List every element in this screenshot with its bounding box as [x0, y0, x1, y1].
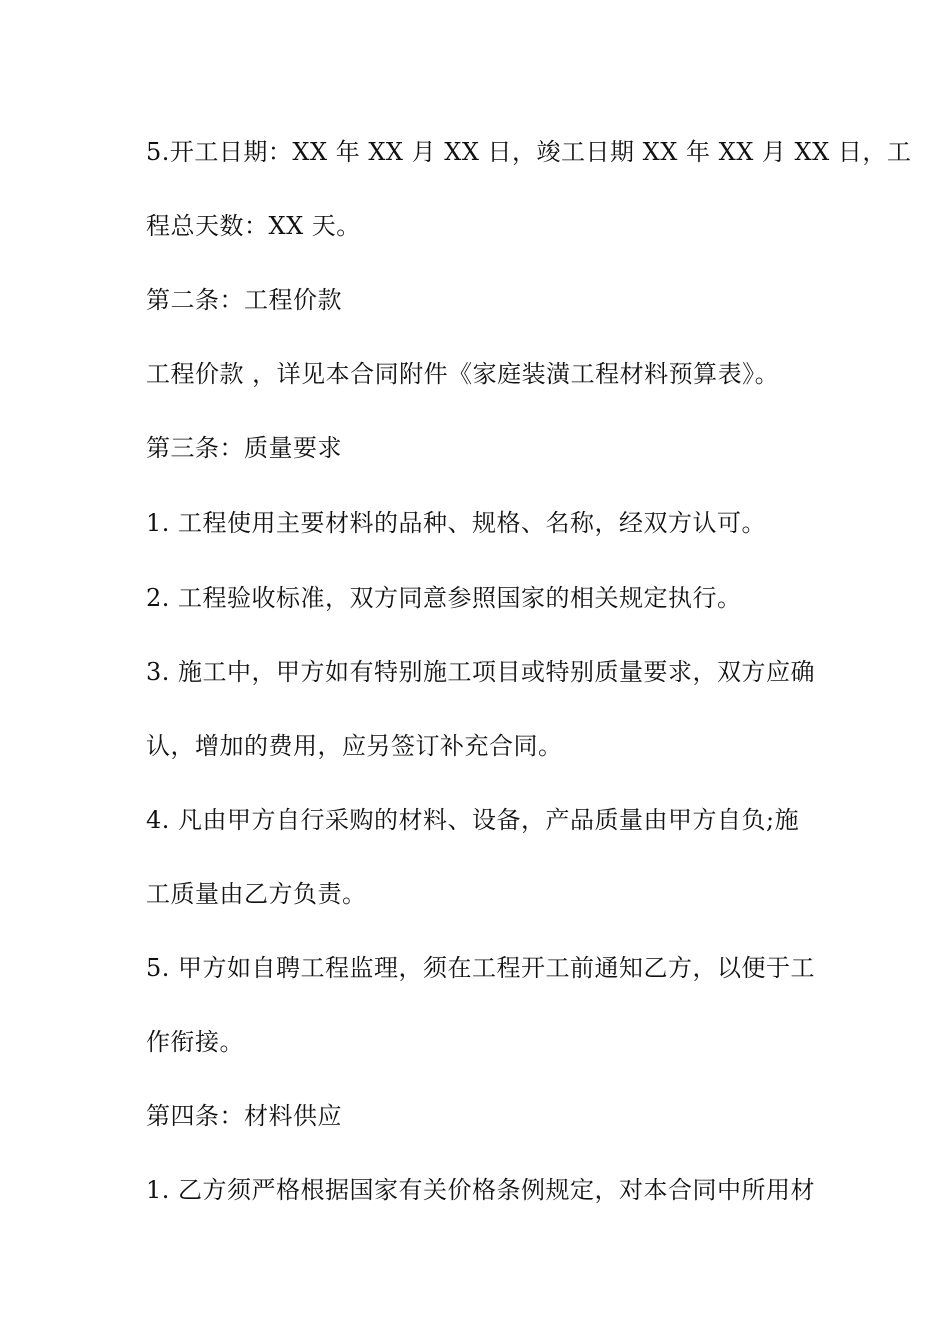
list-item: 2. 工程验收标准，双方同意参照国家的相关规定执行。 — [146, 584, 742, 612]
list-item: 3. 施工中，甲方如有特别施工项目或特别质量要求，双方应确 — [146, 658, 816, 686]
section-heading: 第四条：材料供应 — [146, 1102, 342, 1130]
paragraph-line: 工程价款 ，详见本合同附件《家庭装潢工程材料预算表》。 — [146, 360, 780, 388]
list-item-continuation: 作衔接。 — [146, 1028, 244, 1056]
list-item: 4. 凡由甲方自行采购的材料、设备，产品质量由甲方自负;施 — [146, 806, 800, 834]
list-item: 1. 工程使用主要材料的品种、规格、名称，经双方认可。 — [146, 509, 767, 537]
list-item: 5. 甲方如自聘工程监理，须在工程开工前通知乙方，以便于工 — [146, 954, 816, 982]
section-heading: 第三条：质量要求 — [146, 434, 342, 462]
list-item-continuation: 认，增加的费用，应另签订补充合同。 — [146, 732, 563, 760]
list-item-continuation: 工质量由乙方负责。 — [146, 880, 367, 908]
list-item: 1. 乙方须严格根据国家有关价格条例规定，对本合同中所用材 — [146, 1176, 816, 1204]
paragraph-line: 5.开工日期：XX 年 XX 月 XX 日，竣工日期 XX 年 XX 月 XX 日，工 — [146, 138, 912, 166]
section-heading: 第二条：工程价款 — [146, 286, 342, 314]
paragraph-line: 程总天数：XX 天。 — [146, 212, 361, 240]
